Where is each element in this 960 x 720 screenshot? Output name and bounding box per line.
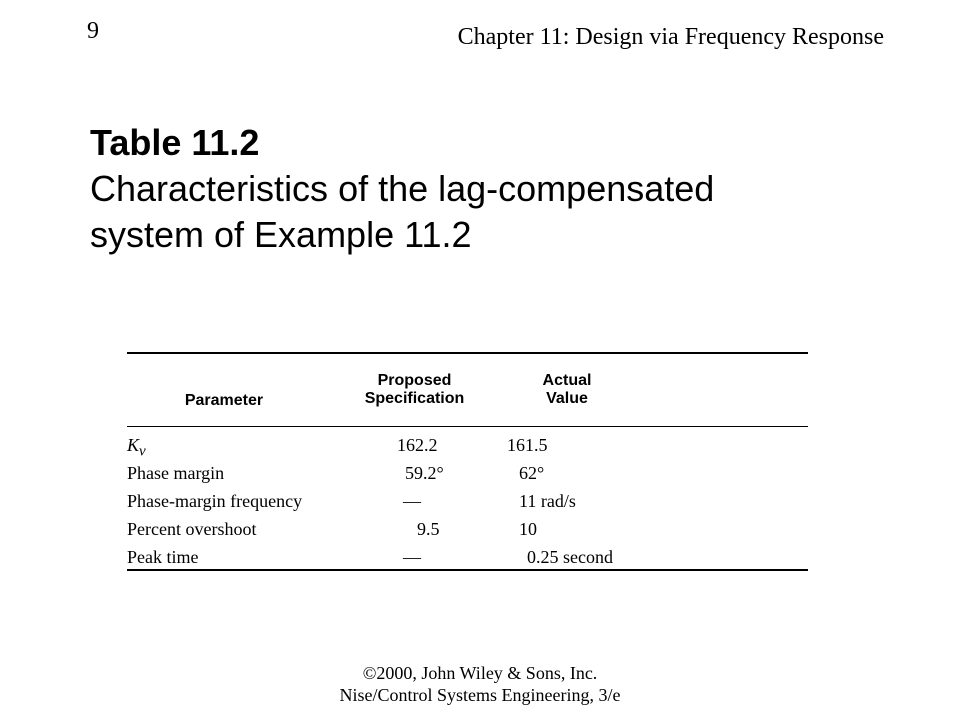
title-line-1: Characteristics of the lag-compensated	[90, 168, 715, 209]
row-proposed: 9.5	[417, 519, 440, 539]
footer-line-1: ©2000, John Wiley & Sons, Inc.	[362, 663, 598, 683]
table-row	[127, 463, 808, 487]
table-body	[127, 427, 808, 569]
table-row	[127, 519, 808, 543]
slide-title	[90, 120, 910, 258]
row-parameter: Phase-margin frequency	[127, 491, 303, 511]
row-parameter: Phase margin	[127, 463, 225, 483]
footer-line-2: Nise/Control Systems Engineering, 3/e	[339, 685, 621, 705]
row-proposed: 162.2	[397, 435, 438, 455]
row-proposed: —	[403, 491, 421, 511]
copyright-footer	[0, 662, 960, 706]
title-line-2: system of Example 11.2	[90, 214, 472, 255]
parameter-symbol: K	[127, 435, 140, 455]
characteristics-table	[127, 352, 808, 571]
chapter-header: Chapter 11: Design via Frequency Response	[457, 24, 884, 50]
slide-number: 9	[87, 18, 99, 44]
header-proposed-specification	[352, 372, 477, 408]
header-proposed-line2: Specification	[364, 390, 465, 407]
row-actual: 0.25 second	[527, 547, 613, 567]
header-actual-line2: Value	[546, 390, 588, 407]
table-row	[127, 547, 808, 571]
header-actual-value	[517, 372, 617, 408]
row-actual: 10	[519, 519, 537, 539]
table-label: Table 11.2	[90, 122, 260, 163]
table-row	[127, 491, 808, 515]
parameter-subscript: v	[139, 443, 146, 460]
row-parameter: Percent overshoot	[127, 519, 257, 539]
row-actual: 11 rad/s	[519, 491, 576, 511]
row-proposed: —	[403, 547, 421, 567]
header-parameter	[169, 392, 279, 410]
table-row	[127, 435, 808, 459]
header-parameter-label: Parameter	[184, 392, 264, 409]
table-header-row	[127, 354, 808, 426]
row-actual: 161.5	[507, 435, 548, 455]
header-actual-line1: Actual	[542, 372, 592, 389]
row-actual: 62°	[519, 463, 545, 483]
row-parameter: Peak time	[127, 547, 199, 567]
row-parameter	[127, 435, 146, 461]
header-proposed-line1: Proposed	[377, 372, 452, 389]
row-proposed: 59.2°	[405, 463, 444, 483]
